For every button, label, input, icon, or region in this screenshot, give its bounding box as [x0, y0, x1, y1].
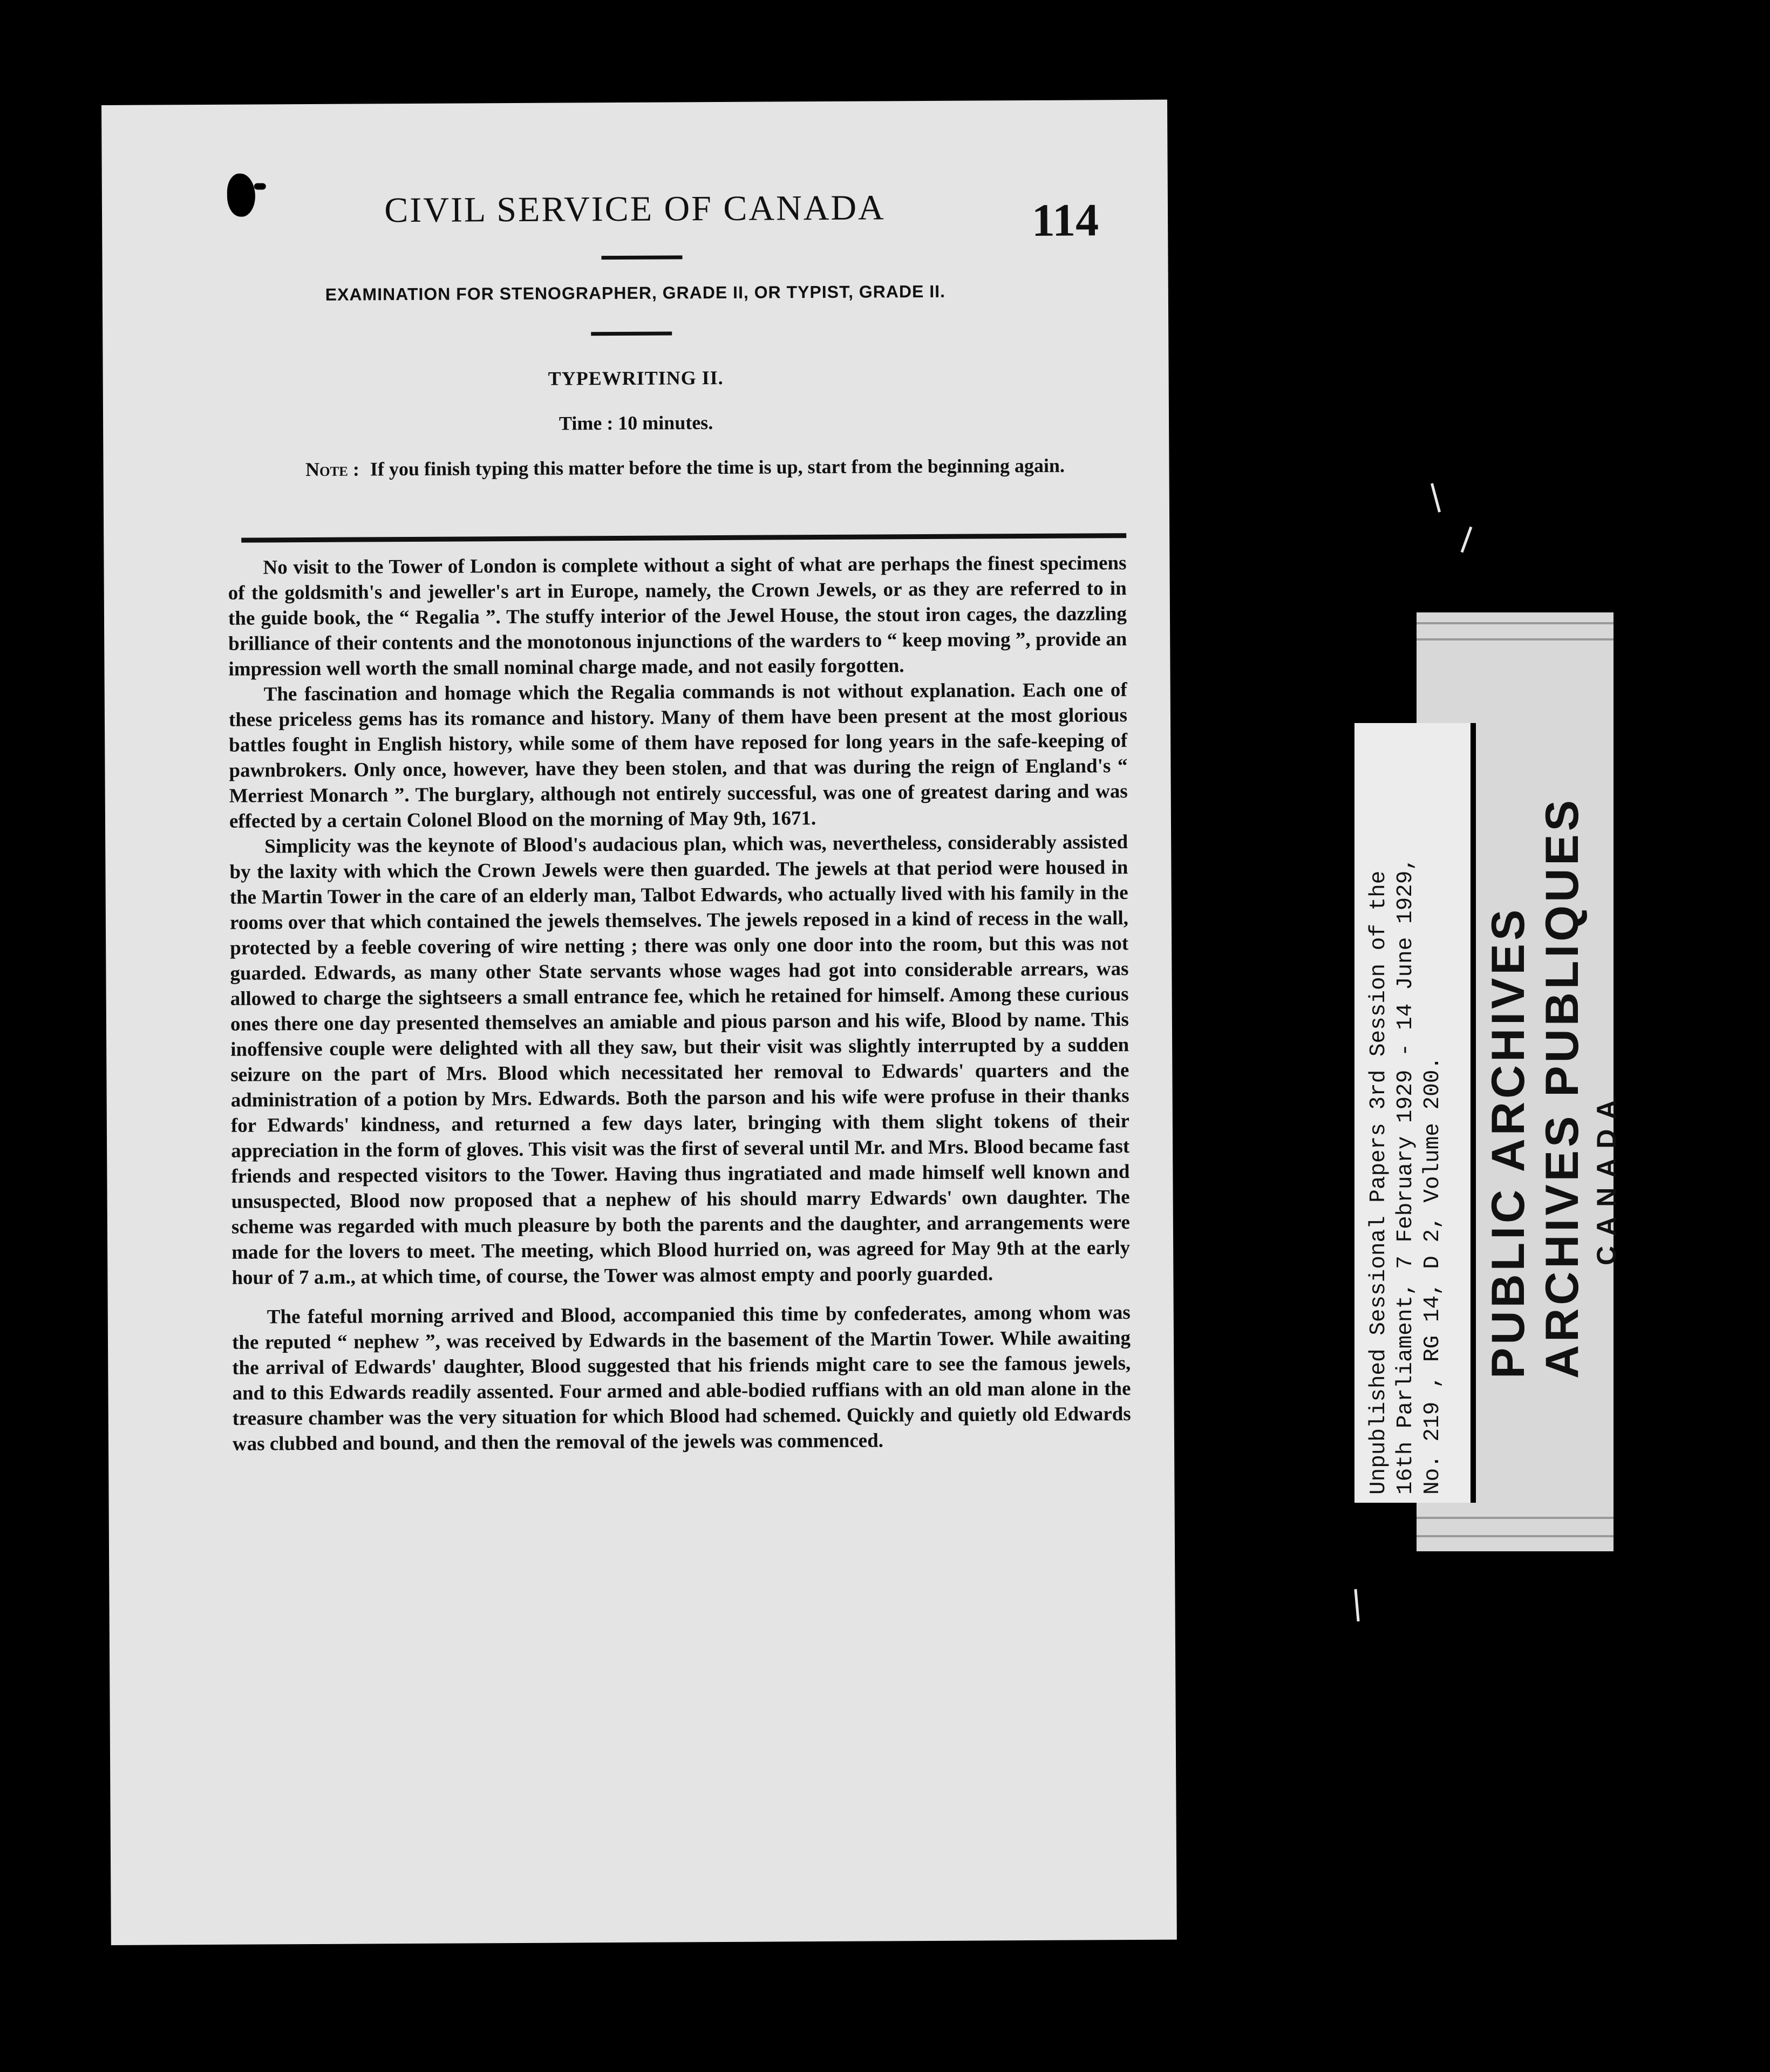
archives-english: PUBLIC ARCHIVES [1482, 906, 1534, 1379]
archives-country: CANADA [1591, 1090, 1622, 1265]
archives-french: ARCHIVES PUBLIQUES [1536, 796, 1588, 1379]
note-label: Note : [305, 458, 360, 481]
page-number: 114 [1031, 194, 1099, 246]
exam-subtitle: EXAMINATION FOR STENOGRAPHER, GRADE II, OR TYPIST, GRADE II. [325, 281, 946, 304]
title-divider [601, 255, 682, 260]
film-scratch [1431, 483, 1441, 512]
passage-paragraph: No visit to the Tower of London is complete without a sight of what are perhaps the finest specimens of the goldsmith's and jeweller's art in Europe, namely, the Crown Jewels, or as they are referred to in the guide book, the “ Regalia ”. The stuffy interior of the Jewel House, the stout iron cages, the dazzling brilliance of their contents and the monotonous injunctions of the warders to “ keep moving ”, provide an impression well worth the small nominal charge made, and not easily forgotten. [228, 552, 1127, 680]
document-title: CIVIL SERVICE OF CANADA [384, 188, 886, 230]
exam-page [101, 100, 1177, 1945]
passage-paragraph: The fateful morning arrived and Blood, accompanied this time by confederates, among whom was the reputed “ nephew ”, was received by Edwards in the basement of the Martin Tower. While awaiting the arrival of Edwards' daughter, Blood suggested that his friends might care to see the famous jewels, and to this Edwards readily assented. Four armed and able-bodied ruffians with an old man alone in the treasure chamber was the very situation for which Blood had schemed. Quickly and quietly old Edwards was clubbed and bound, and then the removal of the jewels was commenced. [232, 1301, 1131, 1455]
archive-reference-text [1365, 728, 1446, 1495]
subtitle-divider [591, 331, 672, 336]
note-text: If you finish typing this matter before the time is up, start from the beginning again. [370, 454, 1065, 480]
reference-line: Unpublished Sessional Papers 3rd Session of the [1366, 870, 1391, 1495]
passage-paragraph: The fascination and homage which the Regalia commands is not without explanation. Each one of these priceless gems has its romance and history. Many of them have been present at the most glorious battles fought in English history, while some of them have reposed for long years in the safe-keeping of pawnbrokers. Only once, however, have they been stolen, and that was during the reign of England's “ Merriest Monarch ”. The burglary, although not entirely successful, was one of greatest daring and was effected by a certain Colonel Blood on the morning of May 9th, 1671. [228, 679, 1128, 833]
archives-stamp [1481, 731, 1624, 1379]
body-divider [241, 533, 1126, 543]
film-scratch [1461, 527, 1473, 553]
exam-note [237, 453, 1133, 482]
time-limit: Time : 10 minutes. [559, 412, 713, 434]
film-scratch [1354, 1589, 1359, 1621]
reference-line: No. 219 , RG 14, D 2, Volume 200. [1420, 1057, 1445, 1495]
section-title: TYPEWRITING II. [548, 366, 724, 390]
reference-line: 16th Parliament, 7 February 1929 - 14 June 1929, [1393, 857, 1418, 1495]
exam-passage [228, 550, 1131, 1457]
passage-paragraph: Simplicity was the keynote of Blood's audacious plan, which was, nevertheless, considerably assisted by the laxity with which the Crown Jewels were then guarded. The jewels at that period were housed in the Martin Tower in the care of an elderly man, Talbot Edwards, who actually lived with his family in the rooms over that which contained the jewels themselves. The jewels reposed in a kind of recess in the wall, protected by a feeble covering of wire netting ; there was only one door into the room, but this was not guarded. Edwards, as many other State servants whose wages had got into considerable arrears, was allowed to charge the sightseers a small entrance fee, which he retained for himself. Among these curious ones there one day presented themselves an amiable and pious parson and his wife, Blood by name. This inoffensive couple were delighted with all they saw, but their visit was slightly interrupted by a sudden seizure on the part of Mrs. Blood which necessitated her removal to Edwards' quarters and the administration of a potion by Mrs. Edwards. Both the parson and his wife were profuse in their thanks for Edwards' kindness, and returned a few days later, bringing with them slight tokens of their appreciation in the form of gloves. This visit was the first of several until Mr. and Mrs. Blood became fast friends and respected visitors to the Tower. Having thus ingratiated and made himself well known and unsuspected, Blood now proposed that a nephew of his should marry Edwards' own daughter. The scheme was regarded with much pleasure by both the parents and the daughter, and arrangements were made for the lovers to meet. The meeting, which Blood hurried on, was agreed for May 9th at the early hour of 7 a.m., at which time, of course, the Tower was almost empty and poorly guarded. [229, 831, 1131, 1289]
punch-hole-mark-tail [254, 183, 266, 189]
